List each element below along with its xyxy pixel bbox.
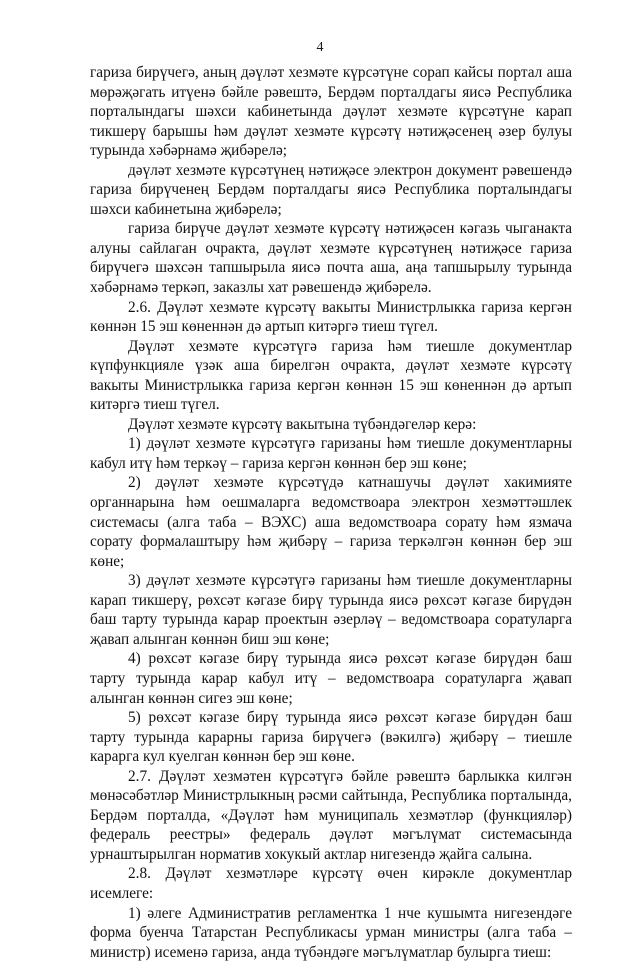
section-2-7: 2.7. Дәүләт хезмәтен күрсәтүгә бәйле рәвештә барлыкка килгән мөнәсәбәтләр Министрлыкның рәсми сайтында, Республика порталында, Бердәм порталда, «Дәүләт һәм муниципаль хезмәтләр (функцияләр) федераль реестры» федераль дәүләт мәгълүмат системасында урнаштырылган норматив хокукый актлар нигезендә җайга салына. (90, 767, 572, 863)
paragraph-mfc-term: Дәүләт хезмәте күрсәтүгә гариза һәм тиешле документлар күпфункцияле үзәк аша бирелгән очракта, дәүләт хезмәте күрсәтү вакыты Министрлыкка гариза кергән көннән 15 эш көненнән дә артып китәргә тиеш түгел. (90, 337, 572, 414)
document-body (90, 63, 572, 962)
list-item-5: 5) рөхсәт кәгазе бирү турында яисә рөхсәт кәгазе бирүдән баш тарту турында карарны гариза бирүчегә (вәкилгә) җибәрү – тиешле карарга кул куелган көннән бер эш көне. (90, 709, 572, 766)
list-item-application: 1) әлеге Административ регламентка 1 нче кушымта нигезендәге форма буенча Татарстан Республикасы урман министры (алга таба – министр) исеменә гариза, анда түбәндәге мәгълүматлар булырга тиеш: (90, 904, 572, 961)
paragraph-term-includes: Дәүләт хезмәте күрсәтү вакытына түбәндәгеләр керә: (128, 415, 477, 433)
page-number: 4 (316, 40, 324, 55)
list-item-4: 4) рөхсәт кәгазе бирү турында яисә рөхсәт кәгазе бирүдән баш тарту турында карар кабул итү – ведомствоара соратуларга җавап алынган көннән сигез эш көне; (90, 650, 572, 707)
paragraph-paper-result: гариза бирүче дәүләт хезмәте күрсәтү нәтиҗәсен кәгазь чыганакта алуны сайлаган очракта, дәүләт хезмәте күрсәтүнең нәтиҗәсе гариза бирүчегә шәхсән тапшырыла яисә почта аша, аңа тапшырылу турында хәбәрнамә теркәп, заказлы хат рәвешендә җибәрелә. (90, 220, 572, 297)
list-item-1: 1) дәүләт хезмәте күрсәтүгә гаризаны һәм тиешле документларны кабул итү һәм теркәү – гариза кергән көннән бер эш көне; (90, 435, 572, 472)
paragraph-electronic-result: дәүләт хезмәте күрсәтүнең нәтиҗәсе электрон документ рәвешендә гариза бирүченең Бердәм порталдагы яисә Республика порталындагы шәхси кабинетына җибәрелә; (90, 161, 572, 218)
list-item-2: 2) дәүләт хезмәте күрсәтүдә катнашучы дәүләт хакимияте органнарына һәм оешмаларга ведомствоара электрон хезмәттәшлек системасы (алга таба – ВЭХС) аша ведомствоара сорату һәм язмача сорату формалаштыру һәм җибәрү – гариза теркәлгән көннән бер эш көне; (90, 474, 572, 570)
list-item-3: 3) дәүләт хезмәте күрсәтүгә гаризаны һәм тиешле документларны карап тикшерү, рөхсәт кәгазе бирү турында яисә рөхсәт кәгазе бирүдән баш тарту турында карар проектын әзерләү – ведомствоара соратуларга җавап алынган көннән биш эш көне; (90, 572, 572, 648)
paragraph-continuation: гариза бирүчегә, аның дәүләт хезмәте күрсәтүне сорап кайсы портал аша мөрәҗәгать итүенә бәйле рәвештә, Бердәм порталдагы яисә Республика порталындагы шәхси кабинетында дәүләт хезмәте күрсәтүне карап тикшерү барышы һәм дәүләт хезмәте күрсәтү нәтиҗәсенең әзер булуы турында хәбәрнамә җибәрелә; (90, 64, 572, 160)
section-2-8: 2.8. Дәүләт хезмәтләре күрсәтү өчен кирәкле документлар исемлеге: (90, 865, 572, 902)
section-2-6: 2.6. Дәүләт хезмәте күрсәтү вакыты Министрлыкка гариза кергән көннән 15 эш көненнән дә артып китәргә тиеш түгел. (90, 298, 572, 336)
